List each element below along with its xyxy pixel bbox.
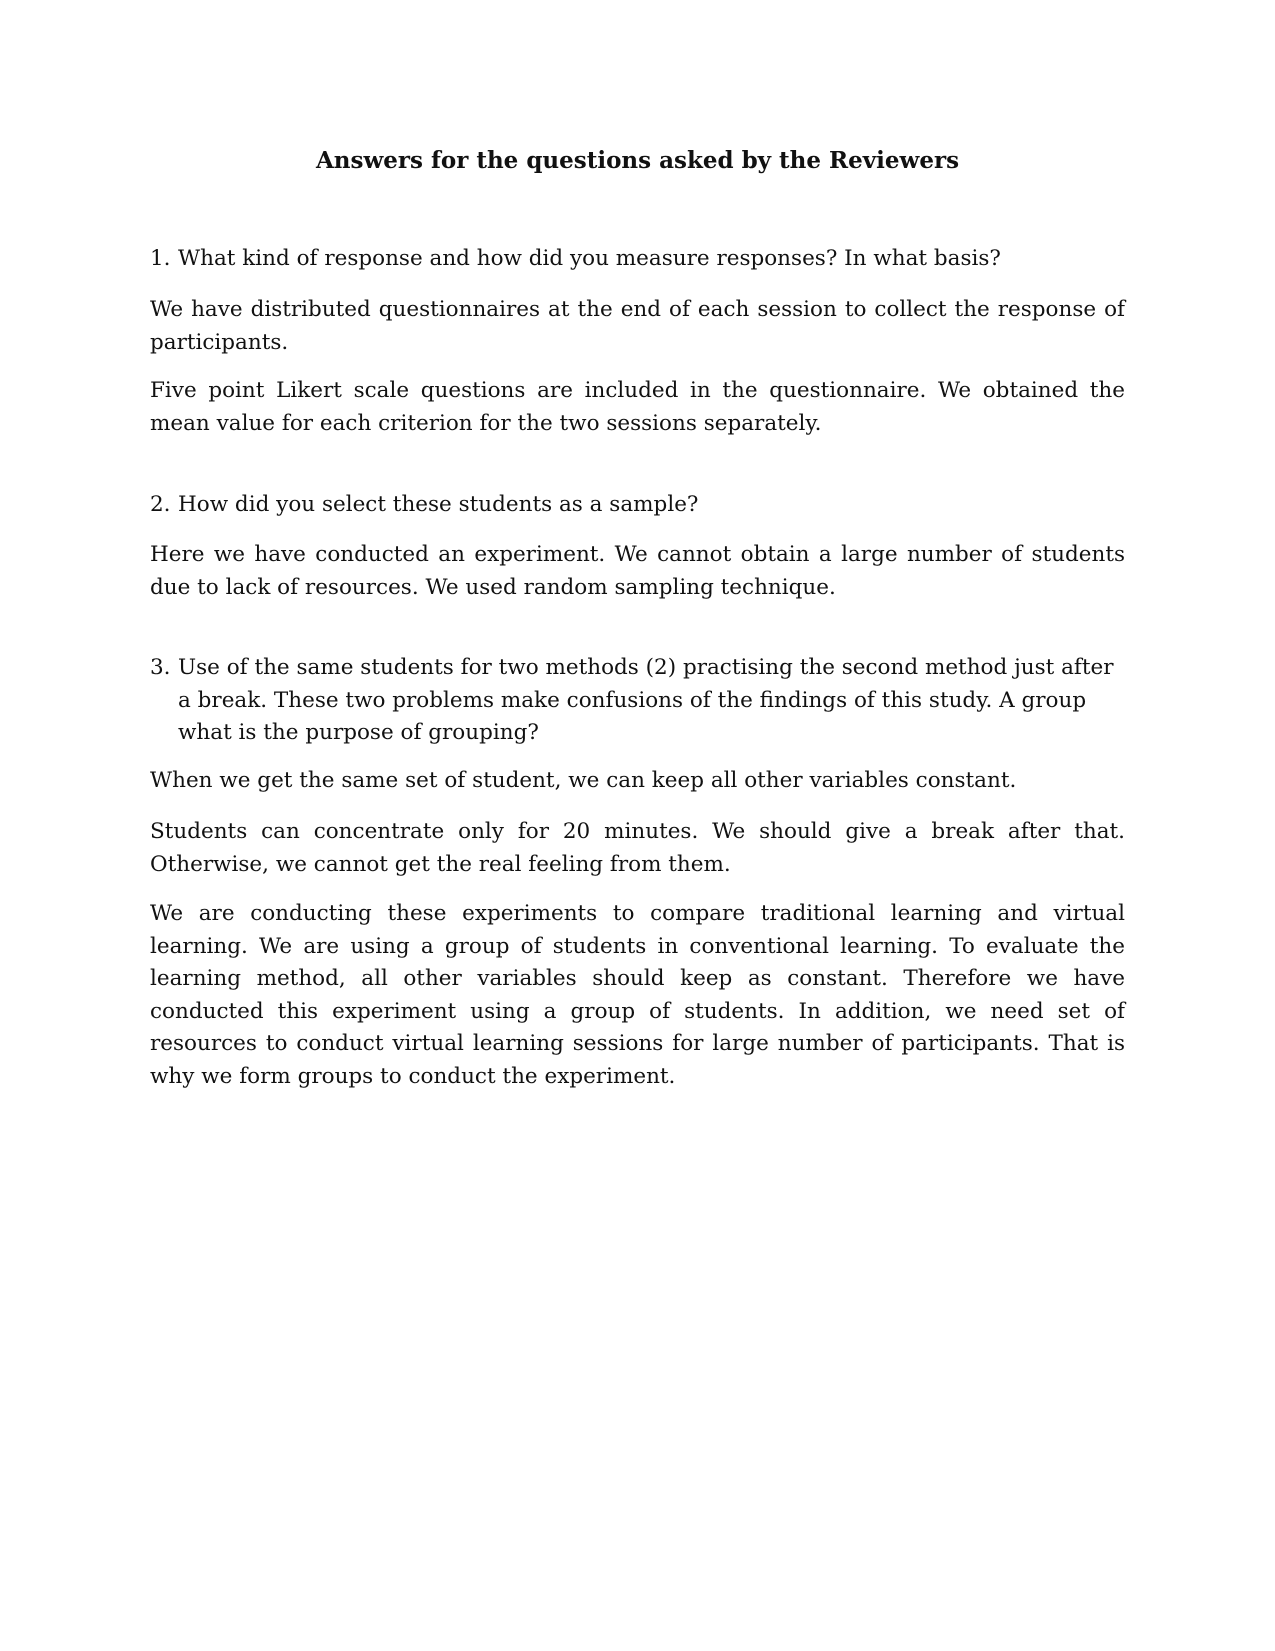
answer-paragraph: Students can concentrate only for 20 minutes. We should give a break after that. Otherwise, we cannot get the real feeling from them. [150,819,1125,877]
answer-paragraph: Five point Likert scale questions are included in the questionnaire. We obtained the mean value for each criterion for the two sessions separately. [150,378,1125,436]
answer-paragraph: We are conducting these experiments to compare traditional learning and virtual learning. We are using a group of students in conventional learning. To evaluate the learning method, all other variables should keep as constant. Therefore we have conducted this experiment using a group of students. In addition, we need set of resources to conduct virtual learning sessions for large number of participants. That is why we form groups to conduct the experiment. [150,901,1125,1089]
question-3 [150,652,1125,750]
question-number: 2. [150,492,171,517]
question-number: 1. [150,246,171,271]
question-text: What kind of response and how did you measure responses? In what basis? [178,246,1001,271]
document-title: Answers for the questions asked by the Reviewers [315,147,960,174]
question-1 [150,243,1125,276]
question-text: Use of the same students for two methods (2) practising the second method just after a break. These two problems make confusions of the findings of this study. A group what is the purpose of grouping? [178,655,1114,745]
answer-paragraph: When we get the same set of student, we can keep all other variables constant. [150,768,1017,793]
answer-paragraph: Here we have conducted an experiment. We cannot obtain a large number of students due to lack of resources. We used random sampling technique. [150,542,1125,600]
answer-paragraph: We have distributed questionnaires at the end of each session to collect the response of participants. [150,297,1125,355]
question-2 [150,489,1125,522]
question-text: How did you select these students as a sample? [178,492,699,517]
question-number: 3. [150,655,171,680]
